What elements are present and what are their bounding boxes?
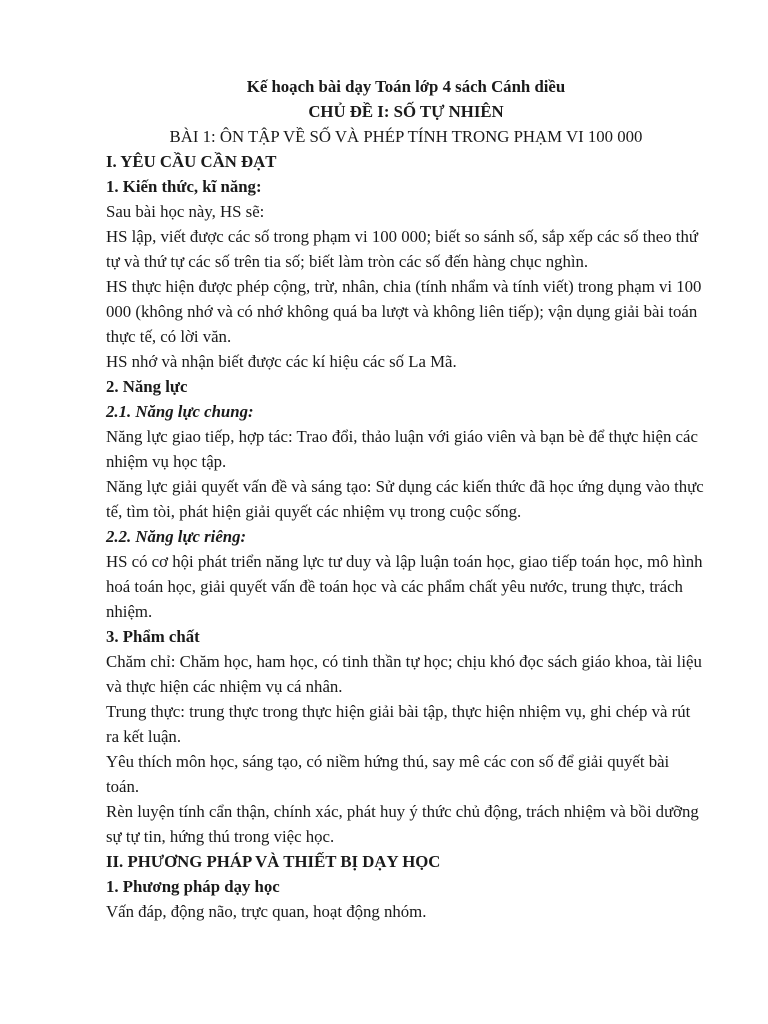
specific-competence-heading: 2.2. Năng lực riêng:	[106, 527, 247, 546]
general-competence-item: Năng lực giao tiếp, hợp tác: Trao đổi, thảo luận với giáo viên và bạn bè để thực hiện các nhiệm vụ học tập.	[106, 427, 698, 471]
document-title: Kế hoạch bài dạy Toán lớp 4 sách Cánh diều	[246, 77, 566, 96]
knowledge-intro: Sau bài học này, HS sẽ:	[106, 202, 265, 221]
knowledge-item: HS lập, viết được các số trong phạm vi 100 000; biết so sánh số, sắp xếp các số theo thứ tự và thứ tự các số trên tia số; biết làm tròn các số đến hàng chục nghìn.	[106, 227, 698, 271]
knowledge-heading: 1. Kiến thức, kĩ năng:	[106, 177, 262, 196]
topic-title: CHỦ ĐỀ I: SỐ TỰ NHIÊN	[308, 102, 504, 121]
methods-text: Vấn đáp, động não, trực quan, hoạt động nhóm.	[106, 902, 427, 921]
knowledge-item: HS thực hiện được phép cộng, trừ, nhân, chia (tính nhẩm và tính viết) trong phạm vi 100 000 (không nhớ và có nhớ không quá ba lượt và không liên tiếp); vận dụng giải bài toán thực tế, có lời văn.	[106, 277, 702, 346]
methods-heading: 1. Phương pháp dạy học	[106, 877, 280, 896]
competence-heading: 2. Năng lực	[106, 377, 188, 396]
section-1-heading: I. YÊU CẦU CẦN ĐẠT	[106, 152, 277, 171]
knowledge-item: HS nhớ và nhận biết được các kí hiệu các số La Mã.	[106, 352, 457, 371]
general-competence-item: Năng lực giải quyết vấn đề và sáng tạo: Sử dụng các kiến thức đã học ứng dụng vào thực tế, tìm tòi, phát hiện giải quyết các nhiệm vụ trong cuộc sống.	[106, 477, 704, 521]
quality-item: Trung thực: trung thực trong thực hiện giải bài tập, thực hiện nhiệm vụ, ghi chép và rút ra kết luận.	[106, 702, 691, 746]
section-2-heading: II. PHƯƠNG PHÁP VÀ THIẾT BỊ DẠY HỌC	[106, 852, 441, 871]
quality-item: Rèn luyện tính cẩn thận, chính xác, phát huy ý thức chủ động, trách nhiệm và bồi dưỡng sự tự tin, hứng thú trong việc học.	[106, 802, 699, 846]
qualities-heading: 3. Phẩm chất	[106, 627, 200, 646]
document-page	[106, 74, 706, 924]
quality-item: Yêu thích môn học, sáng tạo, có niềm hứng thú, say mê các con số để giải quyết bài toán.	[106, 752, 670, 796]
quality-item: Chăm chỉ: Chăm học, ham học, có tinh thần tự học; chịu khó đọc sách giáo khoa, tài liệu và thực hiện các nhiệm vụ cá nhân.	[106, 652, 702, 696]
general-competence-heading: 2.1. Năng lực chung:	[106, 402, 254, 421]
lesson-title: BÀI 1: ÔN TẬP VỀ SỐ VÀ PHÉP TÍNH TRONG PHẠM VI 100 000	[169, 127, 643, 146]
specific-competence-item: HS có cơ hội phát triển năng lực tư duy và lập luận toán học, giao tiếp toán học, mô hình hoá toán học, giải quyết vấn đề toán học và các phẩm chất yêu nước, trung thực, trách nhiệm.	[106, 552, 703, 621]
